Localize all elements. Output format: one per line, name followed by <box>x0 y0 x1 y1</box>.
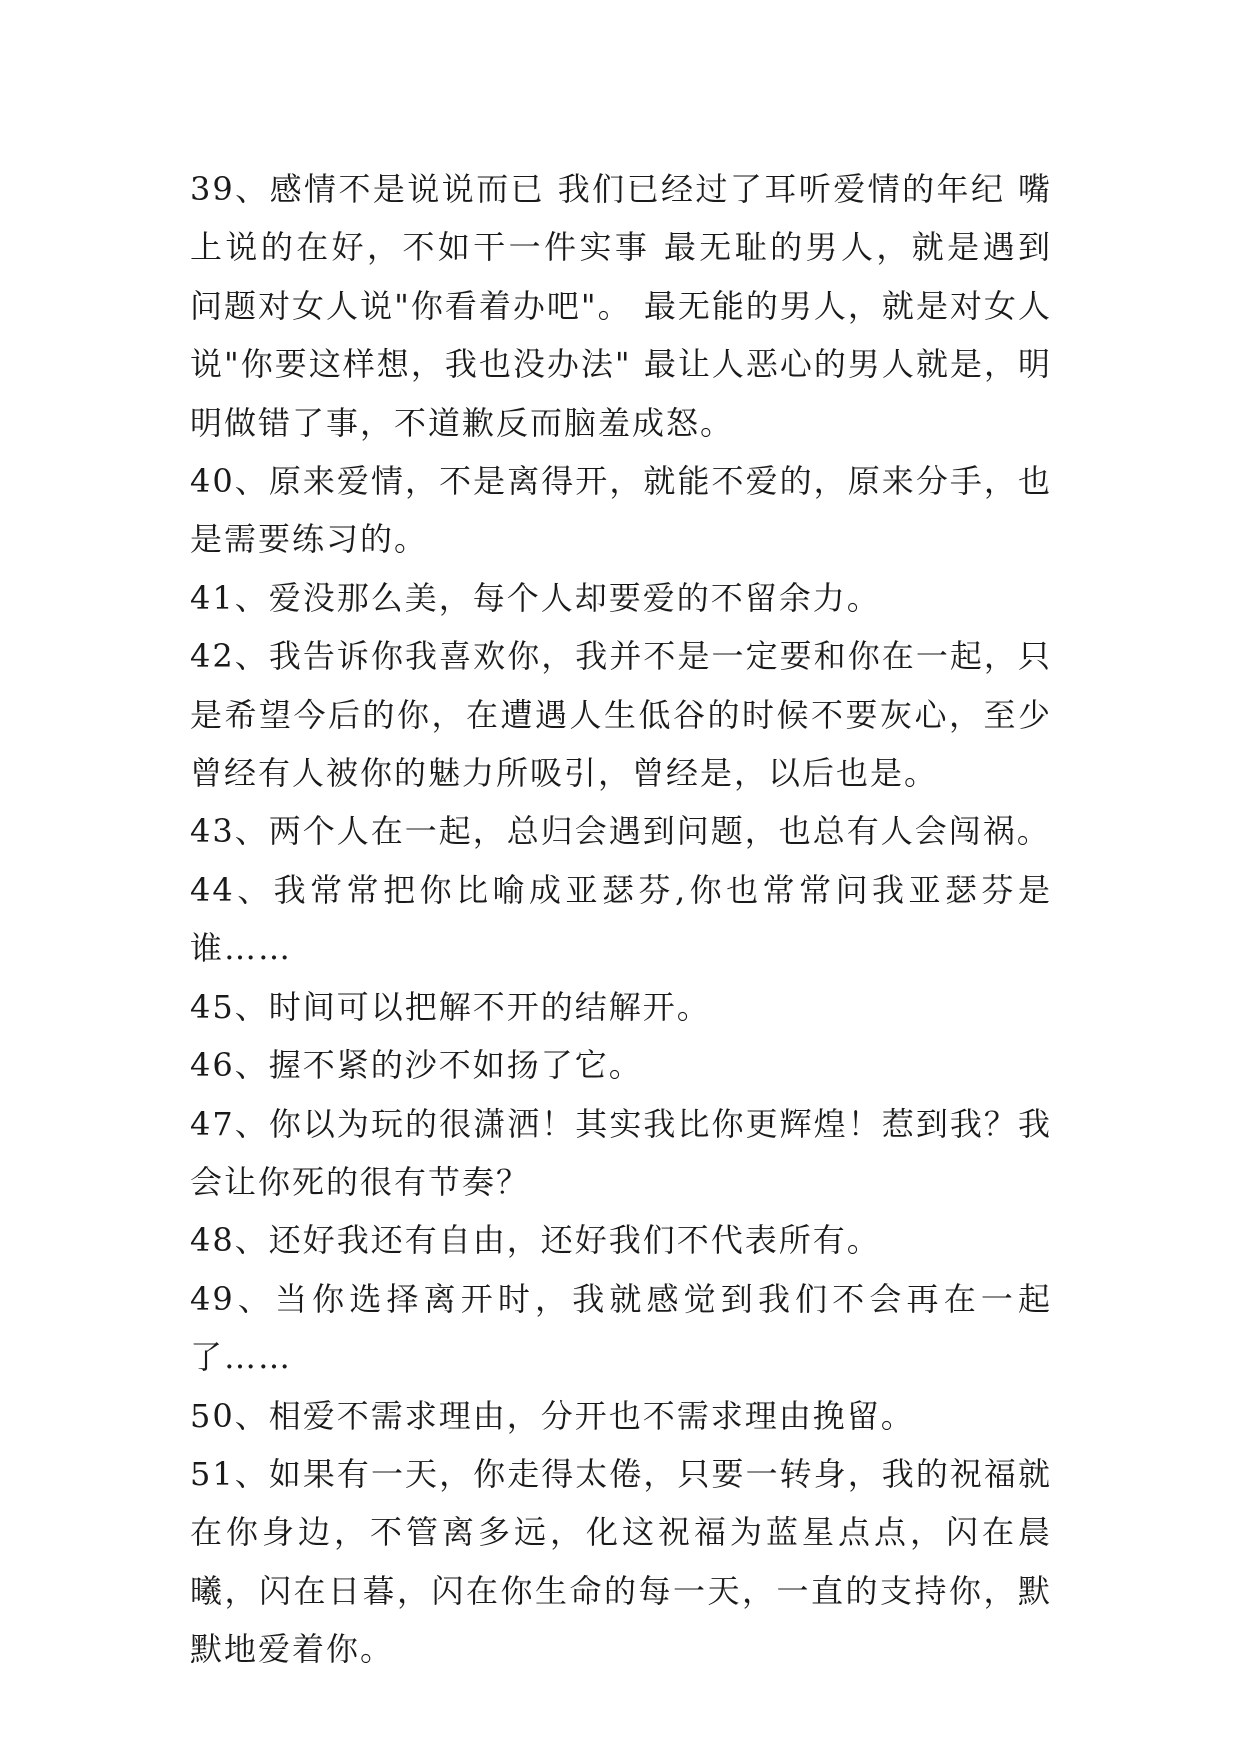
paragraph-42: 42、我告诉你我喜欢你，我并不是一定要和你在一起，只是希望今后的你，在遭遇人生低谷的时候不要灰心，至少曾经有人被你的魅力所吸引，曾经是，以后也是。 <box>190 637 1052 793</box>
paragraph-48: 48、还好我还有自由，还好我们不代表所有。 <box>190 1221 881 1260</box>
paragraph-39: 39、感情不是说说而已 我们已经过了耳听爱情的年纪 嘴上说的在好，不如干一件实事 最无耻的男人，就是遇到问题对女人说"你看着办吧"。 最无能的男人，就是对女人说"你要这样想，我也没办法" 最让人恶心的男人就是，明明做错了事，不道歉反而脑羞成怒。 <box>190 170 1052 442</box>
paragraph-45: 45、时间可以把解不开的结解开。 <box>190 987 711 1026</box>
paragraph-49: 49、当你选择离开时，我就感觉到我们不会再在一起了…… <box>190 1279 1052 1377</box>
paragraph-43: 43、两个人在一起，总归会遇到问题，也总有人会闯祸。 <box>190 812 1051 851</box>
paragraph-51: 51、如果有一天，你走得太倦，只要一转身，我的祝福就在你身边，不管离多远，化这祝福为蓝星点点，闪在晨曦，闪在日暮，闪在你生命的每一天，一直的支持你，默默地爱着你。 <box>190 1454 1052 1669</box>
paragraph-44: 44、我常常把你比喻成亚瑟芬,你也常常问我亚瑟芬是谁…… <box>190 870 1052 968</box>
paragraph-46: 46、握不紧的沙不如扬了它。 <box>190 1046 643 1085</box>
paragraph-41: 41、爱没那么美，每个人却要爱的不留余力。 <box>190 578 881 617</box>
paragraph-50: 50、相爱不需求理由，分开也不需求理由挽留。 <box>190 1396 915 1435</box>
document-body <box>190 160 1052 1679</box>
paragraph-40: 40、原来爱情，不是离得开，就能不爱的，原来分手，也是需要练习的。 <box>190 462 1052 559</box>
paragraph-47: 47、你以为玩的很潇洒！其实我比你更辉煌！惹到我？我会让你死的很有节奏？ <box>190 1104 1052 1201</box>
